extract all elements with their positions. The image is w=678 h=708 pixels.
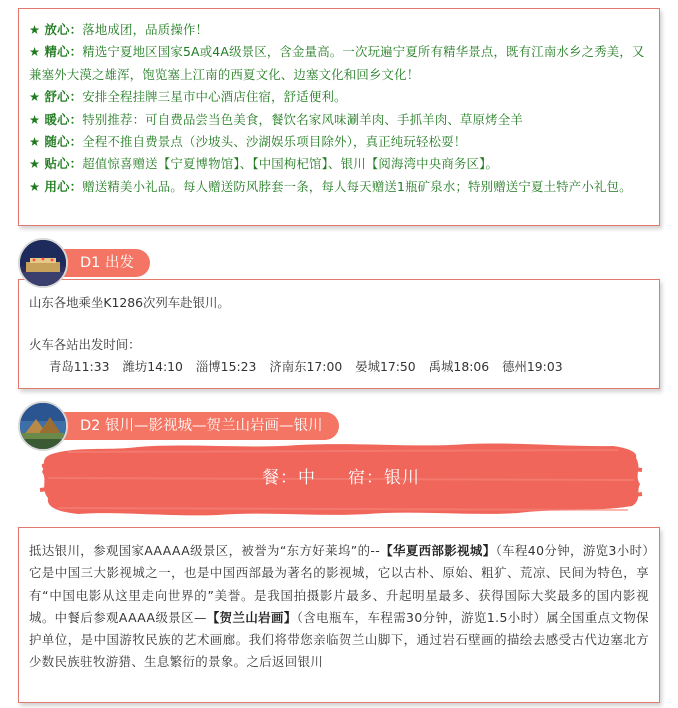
highlights-box <box>18 8 660 226</box>
desc-text: 抵达银川，参观国家AAAAA级景区，被誉为“东方好莱坞”的-- <box>29 543 381 558</box>
highlight-key: 贴心 <box>44 156 70 172</box>
highlight-key: 随心 <box>44 134 70 150</box>
train-times <box>29 356 649 378</box>
day2-description <box>29 540 649 674</box>
meal-stay-banner <box>38 438 644 518</box>
attraction-huaxia: 【华夏西部影视城】 <box>380 543 496 558</box>
day1-photo <box>18 238 68 288</box>
highlight-key: 精心 <box>44 44 70 60</box>
star-icon: ★ <box>29 89 41 105</box>
day2-title: D2 银川—影视城—贺兰山岩画—银川 <box>54 412 339 440</box>
meal-stay-text <box>38 438 644 518</box>
desc-text: （含电瓶车，车程需30分钟，游览1.5小时）属全国重点文物保护单位，是中国游牧民族的艺术画廊。我们将带您亲临贺兰山脚下，通过岩石壁画的描绘去感受古代边塞北方少数民族驻牧游猎、生息繁衍的景象。之后返回银川 <box>29 609 649 670</box>
highlight-text: 全程不推自费景点（沙坡头、沙湖娱乐项目除外），真正纯玩轻松耍！ <box>82 134 467 150</box>
highlight-text: 赠送精美小礼品。每人赠送防风脖套一条，每人每天赠送1瓶矿泉水；特别赠送宁夏土特产小礼包。 <box>82 178 632 194</box>
highlight-key: 放心 <box>44 22 70 37</box>
highlight-item: ★ 用心：赠送精美小礼品。每人赠送防风脖套一条，每人每天赠送1瓶矿泉水；特别赠送宁夏土特产小礼包。 <box>29 178 632 194</box>
highlight-item: ★ 暖心：特别推荐：可自费品尝当色美食，餐饮名家风味涮羊肉、手抓羊肉、草原烤全羊 <box>29 111 523 127</box>
highlight-item: ★ 放心：落地成团，品质操作！ <box>29 22 209 37</box>
train-time: 禹城18:06 <box>428 359 490 374</box>
day2-photo <box>18 401 68 451</box>
attraction-helanshan: 【贺兰山岩画】 <box>206 609 297 625</box>
train-time: 青岛11:33 <box>49 359 110 374</box>
day1-box <box>18 279 660 389</box>
highlight-item: ★ 舒心：安排全程挂牌三星市中心酒店住宿，舒适便利。 <box>29 89 347 105</box>
highlight-text: 落地成团，品质操作！ <box>82 22 209 37</box>
highlight-text: 特别推荐：可自费品尝当色美食，餐饮名家风味涮羊肉、手抓羊肉、草原烤全羊 <box>82 111 523 127</box>
highlight-key: 暖心 <box>44 111 70 127</box>
highlight-item: ★ 随心：全程不推自费景点（沙坡头、沙湖娱乐项目除外），真正纯玩轻松耍！ <box>29 134 467 150</box>
train-times-label: 火车各站出发时间： <box>29 337 141 352</box>
highlight-text: 安排全程挂牌三星市中心酒店住宿，舒适便利。 <box>82 89 347 105</box>
desc-text: （车程40分钟，游览3小时）它是中国三大影视城之一，也是中国西部最为著名的影视城，它以古朴、原始、粗犷、荒凉、民间为特色，享有“中国电影从这里走向世界的”美誉。是我国拍摄影片最多、升起明星最多、获得国际大奖最多的国内影视城。中餐后参观AAAA级景区— <box>29 543 649 625</box>
highlight-key: 用心 <box>44 178 70 194</box>
day1-line: 山东各地乘坐K1286次列车赴银川。 <box>29 295 230 310</box>
train-time: 淄博15:23 <box>195 359 257 374</box>
star-icon: ★ <box>29 178 41 194</box>
star-icon: ★ <box>29 22 41 37</box>
meal-label: 餐：中 <box>262 468 316 488</box>
train-time: 济南东17:00 <box>269 359 343 374</box>
highlight-text: 超值惊喜赠送【宁夏博物馆】、【中国枸杞馆】、银川【阅海湾中央商务区】。 <box>82 156 499 172</box>
highlight-item: ★ 精心：精选宁夏地区国家5A或4A级景区，含金量高。一次玩遍宁夏所有精华景点，既有江南水乡之秀美，又兼塞外大漠之雄浑，饱览塞上江南的西夏文化、边塞文化和回乡文化！ <box>29 44 645 82</box>
star-icon: ★ <box>29 134 41 150</box>
highlight-text: 精选宁夏地区国家5A或4A级景区，含金量高。一次玩遍宁夏所有精华景点，既有江南水乡之秀美，又兼塞外大漠之雄浑，饱览塞上江南的西夏文化、边塞文化和回乡文化！ <box>29 44 645 82</box>
stay-label: 宿：银川 <box>348 468 420 488</box>
star-icon: ★ <box>29 44 41 60</box>
star-icon: ★ <box>29 111 41 127</box>
train-time: 潍坊14:10 <box>122 359 183 374</box>
star-icon: ★ <box>29 156 41 172</box>
highlight-item: ★ 贴心：超值惊喜赠送【宁夏博物馆】、【中国枸杞馆】、银川【阅海湾中央商务区】。 <box>29 156 499 172</box>
train-time: 德州19:03 <box>502 359 563 374</box>
day1-title: D1 出发 <box>54 249 150 277</box>
train-time: 晏城17:50 <box>355 359 416 374</box>
highlight-key: 舒心 <box>44 89 70 105</box>
day2-box <box>18 527 660 703</box>
